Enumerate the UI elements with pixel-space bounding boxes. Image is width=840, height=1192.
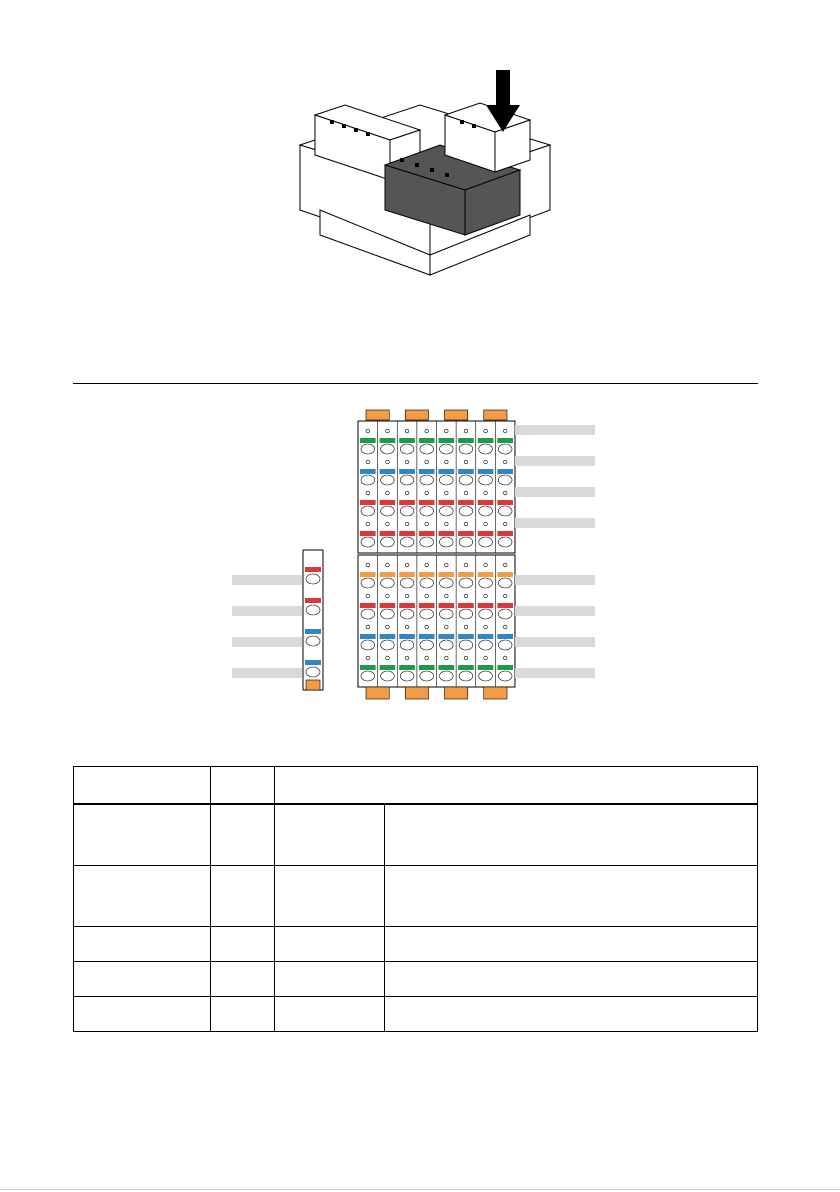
table-cell	[211, 866, 275, 927]
bottom-terminal-red	[478, 603, 494, 608]
clip-icon	[306, 680, 320, 690]
table-cell	[74, 866, 211, 927]
bottom-terminal-red	[439, 603, 455, 608]
bottom-terminal-blue	[360, 634, 376, 639]
bottom-terminal-red	[399, 603, 415, 608]
bottom-terminal-orange	[458, 572, 474, 577]
single-terminal-blue	[305, 660, 321, 665]
bottom-terminal-blue	[399, 634, 415, 639]
bottom-terminal-blue	[419, 634, 435, 639]
label-bar	[515, 637, 595, 647]
top-terminal-green	[380, 438, 396, 443]
section-divider	[73, 383, 758, 384]
top-terminal-blue	[458, 469, 474, 474]
bottom-terminal-orange	[419, 572, 435, 577]
top-terminal-blue	[497, 469, 513, 474]
table-row	[74, 866, 758, 927]
top-terminal-green	[399, 438, 415, 443]
table-cell	[74, 997, 211, 1032]
table-cell	[211, 805, 275, 866]
bottom-terminal-orange	[497, 572, 513, 577]
top-terminal-red	[360, 500, 376, 505]
top-terminal-red	[399, 531, 415, 536]
table-cell	[275, 962, 385, 997]
top-terminal-red	[458, 531, 474, 536]
table-cell	[385, 927, 758, 962]
top-terminal-red	[419, 500, 435, 505]
top-terminal-green	[458, 438, 474, 443]
table-cell	[275, 805, 385, 866]
top-terminal-green	[360, 438, 376, 443]
top-terminal-blue	[360, 469, 376, 474]
label-bar	[515, 606, 595, 616]
top-terminal-red	[419, 531, 435, 536]
bottom-terminal-green	[478, 665, 494, 670]
table-cell	[211, 997, 275, 1032]
table-row	[74, 997, 758, 1032]
top-terminal-green	[478, 438, 494, 443]
bottom-terminal-green	[419, 665, 435, 670]
label-bar	[515, 456, 595, 466]
top-terminal-blue	[399, 469, 415, 474]
top-terminal-red	[478, 500, 494, 505]
top-terminal-red	[439, 531, 455, 536]
bottom-terminal-blue	[380, 634, 396, 639]
table-cell	[74, 805, 211, 866]
table-cell	[74, 927, 211, 962]
table-cell	[385, 866, 758, 927]
table-cell	[275, 927, 385, 962]
table-cell	[74, 962, 211, 997]
bottom-terminal-green	[458, 665, 474, 670]
bottom-terminal-green	[439, 665, 455, 670]
page-bottom-edge	[0, 1189, 840, 1190]
bottom-terminal-blue	[497, 634, 513, 639]
clip-icon	[405, 687, 428, 699]
bottom-terminal-red	[458, 603, 474, 608]
table-header-3	[275, 767, 758, 804]
bottom-terminal-green	[380, 665, 396, 670]
top-terminal-blue	[478, 469, 494, 474]
bottom-terminal-orange	[399, 572, 415, 577]
bottom-terminal-blue	[458, 634, 474, 639]
bottom-terminal-orange	[380, 572, 396, 577]
label-bar	[232, 606, 302, 616]
top-terminal-red	[497, 500, 513, 505]
top-terminal-green	[439, 438, 455, 443]
bottom-terminal-red	[380, 603, 396, 608]
table-cell	[211, 962, 275, 997]
top-terminal-red	[380, 531, 396, 536]
table-cell	[275, 866, 385, 927]
spec-table	[73, 766, 758, 1032]
single-terminal-red	[305, 598, 321, 603]
table-row	[74, 962, 758, 997]
bottom-terminal-orange	[478, 572, 494, 577]
label-bar	[515, 518, 595, 528]
terminal-color-diagram	[225, 405, 605, 705]
table-cell	[211, 927, 275, 962]
label-bar	[232, 637, 302, 647]
bottom-terminal-blue	[478, 634, 494, 639]
bottom-terminal-orange	[360, 572, 376, 577]
table-row	[74, 805, 758, 866]
top-terminal-blue	[380, 469, 396, 474]
bottom-terminal-green	[360, 665, 376, 670]
table-cell	[385, 997, 758, 1032]
label-bar	[232, 575, 302, 585]
bottom-terminal-orange	[439, 572, 455, 577]
top-terminal-red	[360, 531, 376, 536]
clip-icon	[366, 687, 389, 699]
clip-icon	[484, 687, 507, 699]
table-cell	[385, 962, 758, 997]
top-terminal-green	[497, 438, 513, 443]
bottom-terminal-red	[419, 603, 435, 608]
clip-icon	[405, 410, 428, 420]
clip-icon	[445, 687, 468, 699]
top-terminal-green	[419, 438, 435, 443]
label-bar	[515, 575, 595, 585]
clip-icon	[484, 410, 507, 420]
top-terminal-blue	[439, 469, 455, 474]
top-terminal-red	[439, 500, 455, 505]
clip-icon	[445, 410, 468, 420]
top-terminal-red	[380, 500, 396, 505]
label-bar	[515, 668, 595, 678]
clip-icon	[366, 410, 389, 420]
label-bar	[232, 668, 302, 678]
top-terminal-red	[458, 500, 474, 505]
bottom-terminal-red	[497, 603, 513, 608]
table-header-1	[74, 767, 211, 804]
label-bar	[515, 487, 595, 497]
bottom-terminal-green	[399, 665, 415, 670]
top-terminal-red	[399, 500, 415, 505]
table-row	[74, 927, 758, 962]
top-terminal-blue	[419, 469, 435, 474]
terminal-block-assembly-illustration	[280, 60, 555, 300]
table-cell	[275, 997, 385, 1032]
single-terminal-blue	[305, 629, 321, 634]
table-cell	[385, 805, 758, 866]
top-terminal-red	[497, 531, 513, 536]
top-terminal-red	[478, 531, 494, 536]
label-bar	[515, 425, 595, 435]
bottom-terminal-red	[360, 603, 376, 608]
single-terminal-red	[305, 567, 321, 572]
bottom-terminal-blue	[439, 634, 455, 639]
table-header-2	[211, 767, 275, 804]
bottom-terminal-green	[497, 665, 513, 670]
